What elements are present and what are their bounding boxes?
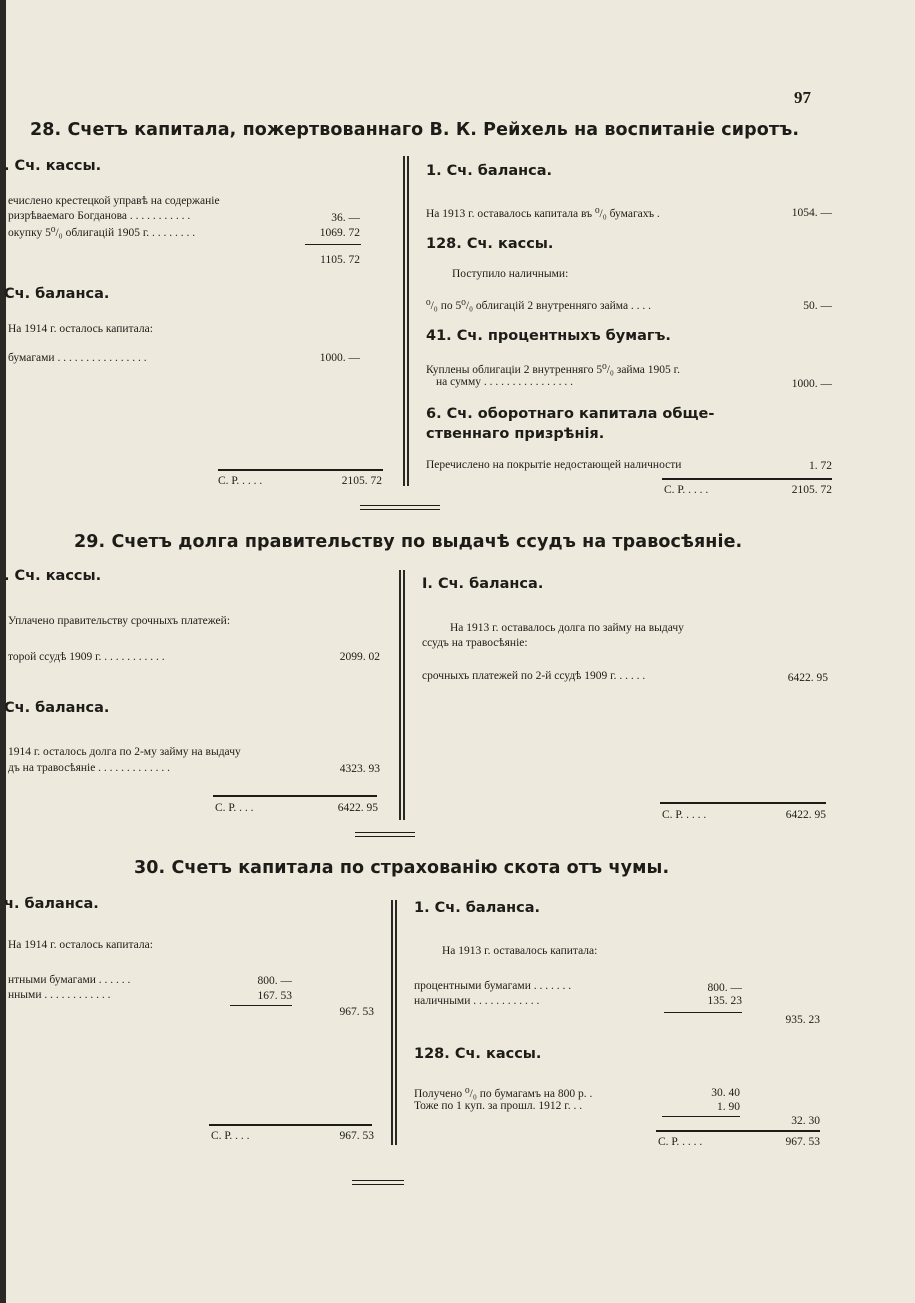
s28-left-kassa-value: 1069. 72	[319, 227, 360, 239]
s30-right-papers-line: процентными бумагами . . . . . . .	[414, 980, 572, 992]
s30-right-kassa-line: Тоже по 1 куп. за прошл. 1912 г. . .	[414, 1100, 583, 1112]
s29-left-sr-label: С. Р. . . .	[215, 802, 254, 814]
sum-rule	[230, 1005, 292, 1006]
s30-left-balance-line: На 1914 г. осталось капитала:	[8, 939, 153, 951]
s28-left-sr-label: С. Р. . . . .	[218, 475, 263, 487]
s30-right-balance-line: На 1913 г. оставалось капитала:	[442, 945, 598, 957]
s30-right-kassa-line: Получено ⁰/₀ по бумагамъ на 800 р. .	[414, 1088, 593, 1100]
s28-right-kassa-heading: 128. Сч. кассы.	[426, 236, 554, 252]
total-rule	[660, 802, 826, 804]
s30-left-sr-value: 967. 53	[339, 1130, 374, 1142]
s30-right-subtotal: 935. 23	[785, 1014, 820, 1026]
section-separator	[352, 1180, 404, 1181]
s29-right-balance-line: На 1913 г. оставалось долга по займу на выдачу	[450, 622, 684, 634]
sum-rule	[662, 1116, 740, 1117]
s30-left-cash-line: нными . . . . . . . . . . . .	[8, 989, 111, 1001]
sum-rule	[305, 244, 361, 245]
column-divider	[391, 900, 393, 1145]
sum-rule	[664, 1012, 742, 1013]
s28-left-sr-value: 2105. 72	[341, 475, 382, 487]
s29-right-balance-line: срочныхъ платежей по 2-й ссудѣ 1909 г. . . . . .	[422, 670, 646, 682]
s30-left-papers-line: нтными бумагами . . . . . .	[8, 974, 131, 986]
s29-right-balance-value: 6422. 95	[787, 672, 828, 684]
column-divider	[403, 570, 405, 820]
s30-right-cash-line: наличными . . . . . . . . . . . .	[414, 995, 540, 1007]
s30-right-sr-label: С. Р. . . . .	[658, 1136, 703, 1148]
s30-right-kassa-heading: 128. Сч. кассы.	[414, 1046, 542, 1062]
s28-right-papers-heading: 41. Сч. процентныхъ бумагъ.	[426, 328, 671, 344]
s28-right-kassa-line: Поступило наличными:	[452, 268, 569, 280]
s28-right-papers-line: Куплены облигаціи 2 внутренняго 5⁰/₀ займа 1905 г.	[426, 364, 680, 376]
s28-right-papers-value: 1000. —	[791, 378, 832, 390]
s29-left-kassa-value: 2099. 02	[339, 651, 380, 663]
s28-right-balance-value: 1054. —	[791, 207, 832, 219]
s29-left-balance-line: дъ на травосѣяніе . . . . . . . . . . . . .	[8, 762, 171, 774]
s28-right-balance-heading: 1. Сч. баланса.	[426, 163, 553, 179]
section-28-title: 28. Счетъ капитала, пожертвованнаго В. К. Рейхель на воспитаніе сиротъ.	[30, 120, 800, 140]
s29-left-balance-line: 1914 г. осталось долга по 2-му займу на выдачу	[8, 746, 241, 758]
s28-right-fund-heading: 6. Сч. оборотнаго капитала обще-ственнаго призрѣнія.	[426, 406, 715, 442]
s29-right-sr-value: 6422. 95	[785, 809, 826, 821]
book-binding-edge	[0, 0, 6, 1303]
section-separator	[352, 1184, 404, 1185]
total-rule	[209, 1124, 372, 1126]
s28-right-kassa-value: 50. —	[803, 300, 832, 312]
s29-left-balance-heading: Сч. баланса.	[4, 700, 110, 716]
s30-right-papers-value: 800. —	[707, 982, 742, 994]
s28-right-sr-label: С. Р. . . . .	[664, 484, 709, 496]
s30-left-papers-value: 800. —	[257, 975, 292, 987]
total-rule	[662, 478, 832, 480]
s28-left-balance-line: бумагами . . . . . . . . . . . . . . . .	[8, 352, 147, 364]
s28-right-papers-line: на сумму . . . . . . . . . . . . . . . .	[436, 376, 573, 388]
s28-right-fund-value: 1. 72	[809, 460, 832, 472]
section-separator	[360, 505, 440, 506]
s30-right-cash-value: 135. 23	[707, 995, 742, 1007]
section-separator	[355, 836, 415, 837]
section-29-title: 29. Счетъ долга правительству по выдачѣ ссудъ на травосѣяніе.	[74, 532, 743, 552]
s28-right-kassa-line: ⁰/₀ по 5⁰/₀ облигацій 2 внутренняго займа . . . .	[426, 300, 652, 312]
column-divider	[399, 570, 401, 820]
s29-right-sr-label: С. Р. . . . .	[662, 809, 707, 821]
s29-left-kassa-line: торой ссудѣ 1909 г. . . . . . . . . . . .	[8, 651, 165, 663]
s30-left-balance-heading: ч. баланса.	[4, 896, 99, 912]
section-separator	[355, 832, 415, 833]
s28-right-fund-line: Перечислено на покрытіе недостающей наличности	[426, 459, 682, 471]
s29-left-sr-value: 6422. 95	[337, 802, 378, 814]
s28-left-balance-line: На 1914 г. осталось капитала:	[8, 323, 153, 335]
s28-left-balance-value: 1000. —	[319, 352, 360, 364]
s28-right-sr-value: 2105. 72	[791, 484, 832, 496]
s30-left-subtotal: 967. 53	[339, 1006, 374, 1018]
s28-left-kassa-heading: . Сч. кассы.	[4, 158, 102, 174]
s29-right-balance-heading: I. Сч. баланса.	[422, 576, 544, 592]
s28-right-balance-line: На 1913 г. оставалось капитала въ ⁰/₀ бумагахъ .	[426, 208, 660, 220]
total-rule	[218, 469, 383, 471]
section-30-title: 30. Счетъ капитала по страхованію скота отъ чумы.	[134, 858, 670, 878]
s29-right-balance-line: ссудъ на травосѣяніе:	[422, 637, 528, 649]
s30-left-sr-label: С. Р. . . .	[211, 1130, 250, 1142]
section-separator	[360, 509, 440, 510]
s28-left-kassa-total: 1105. 72	[320, 254, 360, 266]
page-number: 97	[794, 88, 811, 107]
column-divider	[403, 156, 405, 486]
s30-right-kassa-value: 1. 90	[717, 1101, 740, 1113]
s29-left-balance-value: 4323. 93	[339, 763, 380, 775]
s28-left-balance-heading: Сч. баланса.	[4, 286, 110, 302]
s28-left-kassa-value: 36. —	[331, 212, 360, 224]
s29-left-kassa-line: Уплачено правительству срочныхъ платежей:	[8, 615, 231, 627]
s29-left-kassa-heading: . Сч. кассы.	[4, 568, 102, 584]
s28-left-kassa-line: ечислено крестецкой управѣ на содержаніе	[8, 195, 220, 207]
s30-left-cash-value: 167. 53	[257, 990, 292, 1002]
column-divider	[395, 900, 397, 1145]
s30-right-sr-value: 967. 53	[785, 1136, 820, 1148]
s30-right-kassa-total: 32. 30	[791, 1115, 820, 1127]
column-divider	[407, 156, 409, 486]
s28-left-kassa-line: ризрѣваемаго Богданова . . . . . . . . . . .	[8, 210, 191, 222]
s28-left-kassa-line: окупку 5⁰/₀ облигацій 1905 г. . . . . . . . .	[8, 227, 196, 239]
total-rule	[656, 1130, 820, 1132]
s30-right-kassa-value: 30. 40	[711, 1087, 740, 1099]
s30-right-balance-heading: 1. Сч. баланса.	[414, 900, 541, 916]
total-rule	[213, 795, 377, 797]
